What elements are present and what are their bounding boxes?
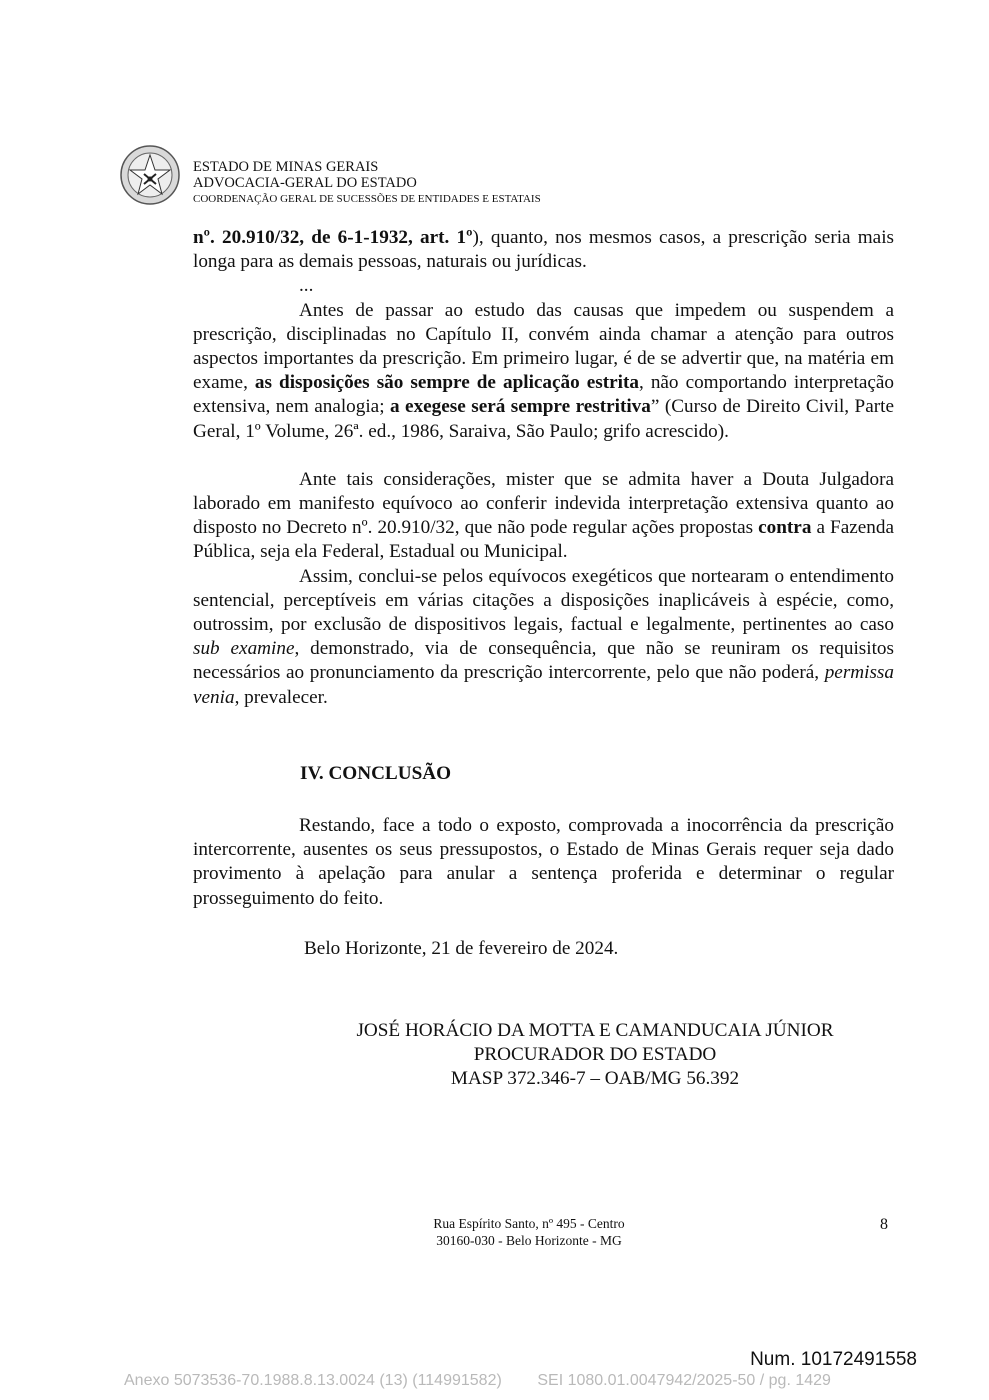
header-department: COORDENAÇÃO GERAL DE SUCESSÕES DE ENTIDADES E ESTATAIS <box>193 193 541 205</box>
bold-text: a exegese será sempre restritiva <box>390 396 651 418</box>
paragraph-continuation: nº. 20.910/32, de 6-1-1932, art. 1º), quanto, nos mesmos casos, a prescrição seria mais longa para as demais pessoas, naturais ou jurídicas. <box>193 227 894 273</box>
paragraph-conclusion: Restando, face a todo o exposto, comprovada a inocorrência da prescrição intercorrente, ausentes os seus pressupostos, o Estado de Minas Gerais requer seja dado provimento à apelação para anular a sentença proferida e determinar o regular prosseguimento do feito. <box>193 815 894 909</box>
paragraph-quote: Antes de passar ao estudo das causas que impedem ou suspendem a prescrição, disciplinadas no Capítulo II, convém ainda chamar a atenção para outros aspectos importantes da prescrição. Em primeiro lugar, é de se advertir que, na matéria em exame, as disposições são sempre de aplicação estrita, não comportando interpretação extensiva, nem analogia; a exegese será sempre restritiva” (Curso de Direito Civil, Parte Geral, 1º Volume, 26ª. ed., 1986, Saraiva, São Paulo; grifo acrescido). <box>193 299 894 442</box>
italic-text: permissa venia <box>193 662 894 708</box>
header-state: ESTADO DE MINAS GERAIS <box>193 159 379 175</box>
bold-text: nº. 20.910/32, de 6-1-1932, art. 1º <box>193 227 473 248</box>
ellipsis: ... <box>299 275 314 297</box>
signatory-role: PROCURADOR DO ESTADO <box>473 1044 717 1065</box>
bold-text: contra <box>758 517 812 539</box>
footer-address: Rua Espírito Santo, nº 495 - Centro 30160-030 - Belo Horizonte - MG <box>433 1216 625 1248</box>
italic-text: sub examine <box>193 638 295 660</box>
state-seal-logo <box>119 144 181 206</box>
header-agency: ADVOCACIA-GERAL DO ESTADO <box>193 175 417 191</box>
paragraph-conclusion-argument: Assim, conclui-se pelos equívocos exegéticos que nortearam o entendimento sentencial, perceptíveis em várias citações a disposições inaplicáveis à espécie, como, outrossim, por exclusão de dispositivos legais, factual e legalmente, pertinentes ao caso sub examine, demonstrado, via de consequência, que não se reuniram os requisitos necessários ao pronunciamento da prescrição intercorrente, pelo que não poderá, permissa venia, prevalecer. <box>193 565 894 708</box>
page-number: 8 <box>880 1216 888 1233</box>
document-number-stamp: Num. 10172491558 <box>750 1349 917 1370</box>
signature-block <box>300 1019 890 1091</box>
signatory-name: JOSÉ HORÁCIO DA MOTTA E CAMANDUCAIA JÚNIOR <box>356 1020 834 1041</box>
document-header <box>193 159 541 207</box>
bold-text: as disposições são sempre de aplicação estrita <box>254 372 639 394</box>
annex-watermark: Anexo 5073536-70.1988.8.13.0024 (13) (114991582) SEI 1080.01.0047942/2025-50 / pg. 1429 <box>124 1372 831 1389</box>
date-line: Belo Horizonte, 21 de fevereiro de 2024. <box>304 937 619 959</box>
section-title: IV. CONCLUSÃO <box>300 762 452 784</box>
document-body <box>193 226 894 961</box>
signatory-ids: MASP 372.346-7 – OAB/MG 56.392 <box>450 1068 740 1089</box>
paragraph-considerations: Ante tais considerações, mister que se admita haver a Douta Julgadora laborado em manifesto equívoco ao conferir indevida interpretação extensiva quanto ao disposto no Decreto nº. 20.910/32, que não pode regular ações propostas contra a Fazenda Pública, seja ela Federal, Estadual ou Municipal. <box>193 468 894 563</box>
